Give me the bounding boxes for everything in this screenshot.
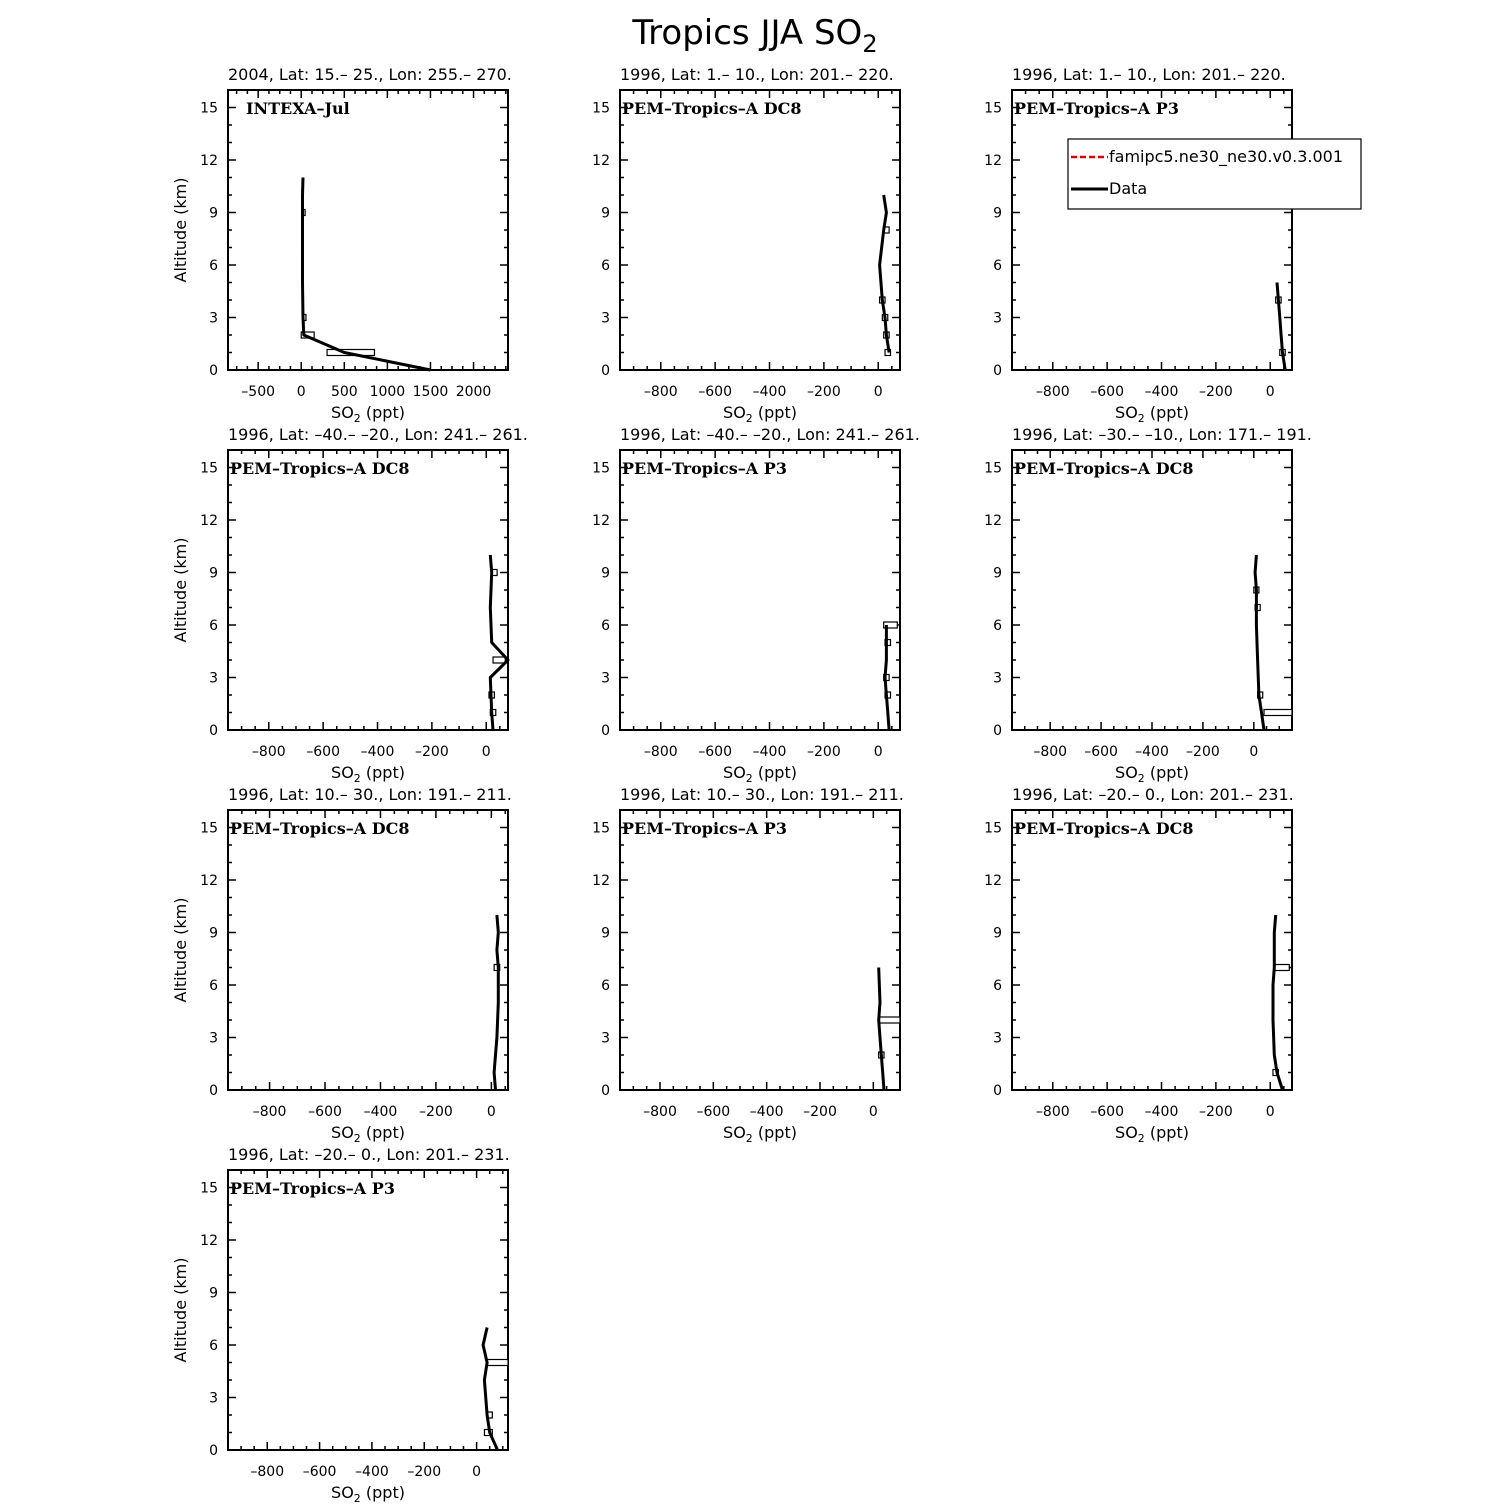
x-tick-label: –400 — [1135, 744, 1169, 760]
y-tick-label: 6 — [601, 618, 610, 634]
y-tick-label: 6 — [209, 618, 218, 634]
data-line — [1277, 283, 1285, 371]
plot-frame — [1012, 810, 1292, 1090]
data-line — [303, 178, 431, 371]
y-tick-label: 0 — [601, 1083, 610, 1099]
x-axis-label-unit: (ppt) — [360, 1483, 405, 1502]
x-tick-label: 0 — [1265, 384, 1275, 400]
x-tick-label: –500 — [241, 384, 276, 400]
y-tick-label: 6 — [209, 1338, 218, 1354]
plot-frame — [228, 90, 508, 370]
y-tick-label: 9 — [993, 565, 1002, 582]
x-tick-label: –400 — [752, 744, 787, 760]
x-axis-label-unit: (ppt) — [752, 403, 797, 422]
panel-title: 1996, Lat: 1.– 10., Lon: 201.– 220. — [1012, 65, 1286, 84]
panel-title: 1996, Lat: 1.– 10., Lon: 201.– 220. — [620, 65, 894, 84]
x-tick-label: –600 — [696, 1104, 731, 1120]
x-axis-label — [331, 1483, 405, 1505]
figure-title — [631, 13, 877, 58]
y-tick-label: 3 — [993, 670, 1002, 687]
legend — [1068, 139, 1361, 209]
x-tick-label: –600 — [308, 1104, 342, 1120]
y-tick-label: 6 — [993, 618, 1002, 634]
legend-label: famipc5.ne30_ne30.v0.3.001 — [1109, 147, 1343, 166]
panel-10 — [171, 1145, 510, 1505]
x-tick-label: –600 — [1090, 384, 1125, 400]
y-tick-label: 0 — [993, 723, 1002, 739]
x-axis-label-subscript: 2 — [745, 1132, 753, 1145]
x-tick-label: –200 — [407, 1464, 442, 1480]
x-tick-label: –200 — [803, 1104, 837, 1120]
panel-title: 2004, Lat: 15.– 25., Lon: 255.– 270. — [228, 65, 512, 84]
data-line — [1255, 555, 1264, 730]
x-axis-label — [331, 1123, 405, 1145]
y-tick-label: 15 — [984, 100, 1002, 117]
panel-6 — [984, 425, 1312, 785]
x-axis-label — [331, 763, 405, 785]
campaign-label: PEM–Tropics–A DC8 — [1014, 819, 1194, 838]
panel-7 — [171, 785, 512, 1145]
x-tick-label: –400 — [1144, 384, 1179, 400]
x-tick-label: –400 — [752, 384, 787, 400]
panel-8 — [592, 785, 904, 1145]
x-axis-label-subscript: 2 — [353, 1132, 361, 1145]
panel-title: 1996, Lat: –40.– –20., Lon: 241.– 261. — [228, 425, 528, 444]
y-tick-label: 9 — [209, 1285, 218, 1302]
campaign-label: PEM–Tropics–A DC8 — [1014, 459, 1194, 478]
y-tick-label: 3 — [601, 310, 610, 327]
x-tick-label: –800 — [643, 384, 678, 400]
x-axis-label-unit: (ppt) — [360, 1123, 405, 1142]
x-axis-label-unit: (ppt) — [360, 403, 405, 422]
data-line — [879, 968, 884, 1091]
x-axis-label-unit: (ppt) — [752, 1123, 797, 1142]
x-tick-label: 500 — [330, 384, 358, 400]
y-tick-label: 15 — [200, 460, 218, 477]
plot-frame — [228, 1170, 508, 1450]
x-tick-label: –600 — [1090, 1104, 1125, 1120]
x-axis-label-text: SO — [1115, 763, 1138, 782]
y-tick-label: 12 — [984, 873, 1002, 889]
y-tick-label: 9 — [209, 925, 218, 942]
y-tick-label: 0 — [601, 363, 610, 379]
panel-title: 1996, Lat: –40.– –20., Lon: 241.– 261. — [620, 425, 920, 444]
x-axis-label-unit: (ppt) — [1144, 1123, 1189, 1142]
x-tick-label: –400 — [363, 1104, 398, 1120]
plot-frame — [228, 810, 508, 1090]
campaign-label: PEM–Tropics–A DC8 — [622, 99, 802, 118]
y-axis-label: Altitude (km) — [171, 177, 190, 283]
y-tick-label: 9 — [601, 205, 610, 222]
x-tick-label: –200 — [1186, 744, 1220, 760]
y-tick-label: 12 — [200, 153, 218, 169]
panel-5 — [592, 425, 920, 785]
y-tick-label: 3 — [209, 670, 218, 687]
x-tick-label: 0 — [1249, 744, 1259, 760]
y-tick-label: 6 — [209, 258, 218, 274]
x-tick-label: –600 — [302, 1464, 337, 1480]
x-tick-label: –200 — [807, 744, 841, 760]
x-tick-label: –600 — [1084, 744, 1118, 760]
y-tick-label: 9 — [209, 205, 218, 222]
panel-2 — [592, 65, 900, 425]
x-tick-label: 2000 — [455, 384, 492, 400]
y-tick-label: 6 — [993, 258, 1002, 274]
x-tick-label: –400 — [355, 1464, 389, 1480]
plot-frame — [620, 810, 900, 1090]
plot-frame — [620, 90, 900, 370]
panel-3 — [984, 65, 1292, 425]
y-tick-label: 15 — [592, 820, 610, 837]
x-axis-label-subscript: 2 — [745, 772, 753, 785]
y-tick-label: 9 — [993, 205, 1002, 222]
x-tick-label: 1500 — [412, 384, 449, 400]
x-axis-label-text: SO — [723, 403, 746, 422]
x-axis-label — [723, 403, 797, 425]
y-tick-label: 3 — [601, 670, 610, 687]
panel-title: 1996, Lat: –30.– –10., Lon: 171.– 191. — [1012, 425, 1312, 444]
figure-title-subscript: 2 — [862, 30, 878, 58]
y-tick-label: 3 — [209, 1030, 218, 1047]
x-tick-label: 1000 — [369, 384, 406, 400]
x-axis-label-subscript: 2 — [1137, 1132, 1145, 1145]
y-tick-label: 3 — [601, 1030, 610, 1047]
panel-title: 1996, Lat: –20.– 0., Lon: 201.– 231. — [228, 1145, 510, 1164]
y-tick-label: 0 — [993, 363, 1002, 379]
x-axis-label-text: SO — [331, 1123, 354, 1142]
y-tick-label: 0 — [209, 1083, 218, 1099]
legend-label: Data — [1109, 179, 1148, 198]
x-tick-label: 0 — [873, 384, 883, 400]
y-tick-label: 3 — [209, 310, 218, 327]
plot-frame — [620, 450, 900, 730]
y-tick-label: 12 — [592, 513, 610, 529]
x-tick-label: –600 — [306, 744, 341, 760]
x-tick-label: –600 — [698, 384, 733, 400]
y-tick-label: 3 — [993, 1030, 1002, 1047]
campaign-label: PEM–Tropics–A P3 — [1014, 99, 1179, 118]
y-tick-label: 9 — [601, 925, 610, 942]
x-tick-label: –200 — [807, 384, 841, 400]
x-axis-label-text: SO — [723, 763, 746, 782]
y-tick-label: 0 — [209, 723, 218, 739]
y-tick-label: 9 — [993, 925, 1002, 942]
x-axis-label-subscript: 2 — [353, 412, 361, 425]
x-axis-label — [1115, 403, 1189, 425]
y-tick-label: 12 — [200, 873, 218, 889]
data-range-box — [487, 1360, 508, 1366]
campaign-label: PEM–Tropics–A DC8 — [230, 459, 410, 478]
y-tick-label: 6 — [209, 978, 218, 994]
x-axis-label-subscript: 2 — [1137, 412, 1145, 425]
x-tick-label: 0 — [481, 744, 491, 760]
x-tick-label: 0 — [868, 1104, 878, 1120]
data-line — [494, 915, 498, 1090]
figure-title-text: Tropics JJA SO — [632, 13, 863, 53]
y-tick-label: 12 — [984, 153, 1002, 169]
plot-frame — [228, 450, 508, 730]
y-tick-label: 0 — [601, 723, 610, 739]
campaign-label: PEM–Tropics–A P3 — [622, 819, 787, 838]
x-tick-label: –400 — [749, 1104, 784, 1120]
x-tick-label: –800 — [250, 1464, 285, 1480]
x-tick-label: 0 — [296, 384, 306, 400]
y-tick-label: 0 — [209, 1443, 218, 1459]
x-axis-label — [1115, 1123, 1189, 1145]
data-range-box — [1274, 965, 1289, 971]
x-tick-label: –800 — [643, 1104, 677, 1120]
x-tick-label: –800 — [251, 744, 286, 760]
campaign-label: PEM–Tropics–A DC8 — [230, 819, 410, 838]
panel-title: 1996, Lat: –20.– 0., Lon: 201.– 231. — [1012, 785, 1294, 804]
y-tick-label: 0 — [209, 363, 218, 379]
x-axis-label-unit: (ppt) — [752, 763, 797, 782]
y-tick-label: 12 — [592, 873, 610, 889]
data-line — [880, 195, 890, 353]
x-tick-label: –200 — [1199, 1104, 1233, 1120]
y-tick-label: 9 — [601, 565, 610, 582]
x-tick-label: –200 — [1199, 384, 1233, 400]
x-axis-label-unit: (ppt) — [1144, 403, 1189, 422]
x-axis-label — [1115, 763, 1189, 785]
y-tick-label: 3 — [993, 310, 1002, 327]
x-tick-label: –800 — [1035, 1104, 1070, 1120]
y-tick-label: 6 — [993, 978, 1002, 994]
y-tick-label: 15 — [592, 100, 610, 117]
y-tick-label: 6 — [601, 978, 610, 994]
x-axis-label — [331, 403, 405, 425]
x-axis-label-text: SO — [723, 1123, 746, 1142]
campaign-label: PEM–Tropics–A P3 — [622, 459, 787, 478]
x-axis-label — [723, 1123, 797, 1145]
x-tick-label: –600 — [698, 744, 733, 760]
x-axis-label-unit: (ppt) — [1144, 763, 1189, 782]
y-tick-label: 12 — [200, 513, 218, 529]
x-tick-label: –400 — [1144, 1104, 1179, 1120]
y-tick-label: 0 — [993, 1083, 1002, 1099]
x-tick-label: 0 — [472, 1464, 482, 1480]
x-axis-label-subscript: 2 — [353, 1492, 361, 1505]
x-tick-label: –200 — [415, 744, 449, 760]
y-tick-label: 15 — [200, 820, 218, 837]
data-line — [1273, 915, 1283, 1090]
y-tick-label: 6 — [601, 258, 610, 274]
y-axis-label: Altitude (km) — [171, 1257, 190, 1363]
x-axis-label-text: SO — [331, 403, 354, 422]
x-axis-label — [723, 763, 797, 785]
panel-1 — [171, 65, 512, 425]
y-tick-label: 12 — [200, 1233, 218, 1249]
x-tick-label: 0 — [873, 744, 883, 760]
x-tick-label: –800 — [643, 744, 678, 760]
plot-frame — [1012, 90, 1292, 370]
data-range-box — [493, 657, 505, 663]
y-tick-label: 12 — [984, 513, 1002, 529]
x-tick-label: –800 — [252, 1104, 287, 1120]
x-tick-label: –200 — [419, 1104, 453, 1120]
x-axis-label-subscript: 2 — [1137, 772, 1145, 785]
x-axis-label-text: SO — [331, 1483, 354, 1502]
y-tick-label: 15 — [592, 460, 610, 477]
x-tick-label: –800 — [1033, 744, 1068, 760]
y-axis-label: Altitude (km) — [171, 537, 190, 643]
panel-9 — [984, 785, 1294, 1145]
x-axis-label-subscript: 2 — [745, 412, 753, 425]
x-tick-label: 0 — [1265, 1104, 1275, 1120]
y-tick-label: 12 — [592, 153, 610, 169]
panel-4 — [171, 425, 528, 785]
y-tick-label: 15 — [200, 1180, 218, 1197]
data-range-box — [1264, 710, 1292, 716]
campaign-label: INTEXA–Jul — [246, 99, 350, 118]
y-tick-label: 15 — [984, 820, 1002, 837]
x-axis-label-text: SO — [331, 763, 354, 782]
y-tick-label: 3 — [209, 1390, 218, 1407]
x-tick-label: 0 — [486, 1104, 496, 1120]
panel-title: 1996, Lat: 10.– 30., Lon: 191.– 211. — [228, 785, 512, 804]
panels — [171, 65, 1312, 1505]
x-axis-label-unit: (ppt) — [360, 763, 405, 782]
y-tick-label: 9 — [209, 565, 218, 582]
y-axis-label: Altitude (km) — [171, 897, 190, 1003]
x-tick-label: –400 — [360, 744, 395, 760]
x-axis-label-text: SO — [1115, 1123, 1138, 1142]
x-axis-label-text: SO — [1115, 403, 1138, 422]
y-tick-label: 15 — [200, 100, 218, 117]
data-range-box — [879, 1017, 900, 1023]
x-axis-label-subscript: 2 — [353, 772, 361, 785]
x-tick-label: –800 — [1035, 384, 1070, 400]
campaign-label: PEM–Tropics–A P3 — [230, 1179, 395, 1198]
y-tick-label: 15 — [984, 460, 1002, 477]
plot-frame — [1012, 450, 1292, 730]
panel-title: 1996, Lat: 10.– 30., Lon: 191.– 211. — [620, 785, 904, 804]
